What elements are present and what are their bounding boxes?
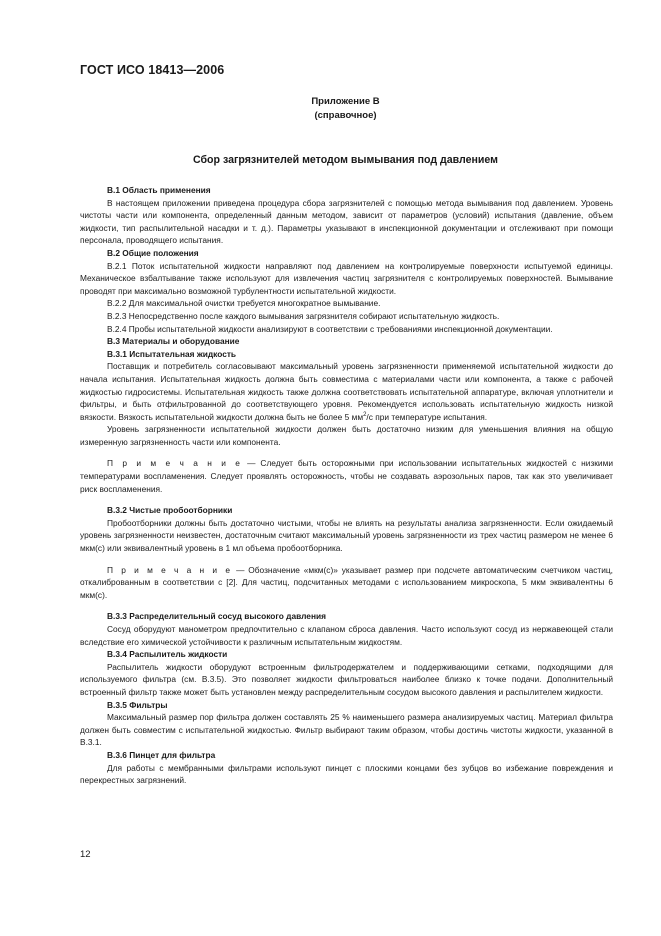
heading-b33: В.3.3 Распределительный сосуд высокого давления <box>107 611 326 622</box>
paragraph-b2-4: В.2.4 Пробы испытательной жидкости анализируют в соответствии с требованиями инспекционной документации. <box>107 323 553 334</box>
paragraph-b2-1: В.2.1 Поток испытательной жидкости направляют под давлением на контролируемые поверхности испытуемой единицы. Механическое взбалтывание также используют для извлечения частиц загрязнителя с контролируемых поверхностей. Вымывание проводят при максимально возможной турбулентности испытательной жидкости. <box>80 260 613 296</box>
paragraph-b33-1: Сосуд оборудуют манометром предпочтительно с клапаном сброса давления. Часто используют сосуд из нержавеющей стали вследствие его химической устойчивости к различным испытательным жидкостям. <box>80 624 613 647</box>
appendix-label <box>0 95 661 123</box>
note-b32: П р и м е ч а н и е — Обозначение «мкм(c)» указывает размер при подсчете автоматическим счетчиком частиц, откалиброванным в соответствии с [2]. Для частиц, подсчитанных методами с использованием микроскопа, 5 мкм эквивалентны 6 мкм(c). <box>80 564 613 600</box>
paragraph-b35-1: Максимальный размер пор фильтра должен составлять 25 % наименьшего размера анализируемых частиц. Материал фильтра должен быть совместим с испытательной жидкостью. Фильтр выбирают таким образом, чтобы достичь чистоты жидкости, указанной в В.3.1. <box>80 712 613 748</box>
document-header: ГОСТ ИСО 18413—2006 <box>80 63 225 77</box>
paragraph-b34-1: Распылитель жидкости оборудуют встроенным фильтродержателем и поддерживающими сетками, подходящими для используемого фильтра (см. В.3.5). Это позволяет жидкости фильтроваться наиболее близко к точке подачи. Дополнительный встроенный фильтр также может быть установлен между распределительным сосудом высокого давления и распылителем жидкости. <box>80 661 613 697</box>
heading-b34: В.3.4 Распылитель жидкости <box>107 649 228 660</box>
heading-b31: В.3.1 Испытательная жидкость <box>107 348 237 359</box>
document-body <box>80 184 613 787</box>
paragraph-b2-3: В.2.3 Непосредственно после каждого вымывания загрязнителя собирают испытательную жидкость. <box>107 310 500 321</box>
section-title: Сбор загрязнителей методом вымывания под давлением <box>193 154 498 166</box>
heading-b32: В.3.2 Чистые пробоотборники <box>107 505 233 516</box>
page-number: 12 <box>80 849 91 860</box>
heading-b3: В.3 Материалы и оборудование <box>107 336 240 347</box>
heading-b35: В.3.5 Фильтры <box>107 699 168 710</box>
paragraph-b31-2: Уровень загрязненности испытательной жидкости должен быть достаточно низким для уменьшения влияния на общую измеренную загрязненность части или компонента. <box>80 424 613 447</box>
appendix-title: Приложение В <box>311 96 380 107</box>
paragraph-b1: В настоящем приложении приведена процедура сбора загрязнителей с помощью метода вымывания под давлением. Уровень чистоты части или компонента, определенный данным методом, зависит от параметров (условий) испытания (давление, объем жидкости, тип распылительной насадки и т. д.). Параметры указывают в инспекционной документации и отслеживают при помощи персонала, проводящего испытания. <box>80 197 613 246</box>
heading-b1: В.1 Область применения <box>107 185 211 195</box>
heading-b36: В.3.6 Пинцет для фильтра <box>107 749 216 760</box>
paragraph-b36-1: Для работы с мембранными фильтрами используют пинцет с плоскими концами без зубцов во избежание повреждения и перекрестных загрязнений. <box>80 762 613 786</box>
paragraph-b31-1: Поставщик и потребитель согласовывают максимальный уровень загрязненности применяемой испытательной жидкости до начала испытания. Испытательная жидкость должна быть совместима с материалами части или компонента, а также с рабочей жидкостью гидросистемы. Испытательная жидкость также должна соответствовать испытательной аппаратуре, включая уплотнители и фильтры, и быть отфильтрованной до соответствующего уровня. Рекомендуется использовать испытательную жидкость низкой вязкости. Вязкость испытательной жидкости должна быть не более 5 $мм^2/с$ при температуре испытания. <box>80 361 613 422</box>
appendix-type: (справочное) <box>314 110 377 121</box>
note-b31: П р и м е ч а н и е — Следует быть осторожными при использовании испытательных жидкостей с низкими температурами воспламенения. Следует проявлять осторожность, чтобы не создавать аэрозольных паров, так как это увеличивает риск воспламенения. <box>80 458 613 494</box>
heading-b2: В.2 Общие положения <box>107 247 199 258</box>
paragraph-b2-2: В.2.2 Для максимальной очистки требуется многократное вымывание. <box>107 298 381 309</box>
paragraph-b32-1: Пробоотборники должны быть достаточно чистыми, чтобы не влиять на результаты анализа загрязненности. Если ожидаемый уровень загрязненности неизвестен, достаточным считают максимальный уровень загрязненности из трех частиц размером не менее 6 мкм(c) или эквивалентный уровень в 1 мл объема пробоотборника. <box>80 517 613 554</box>
